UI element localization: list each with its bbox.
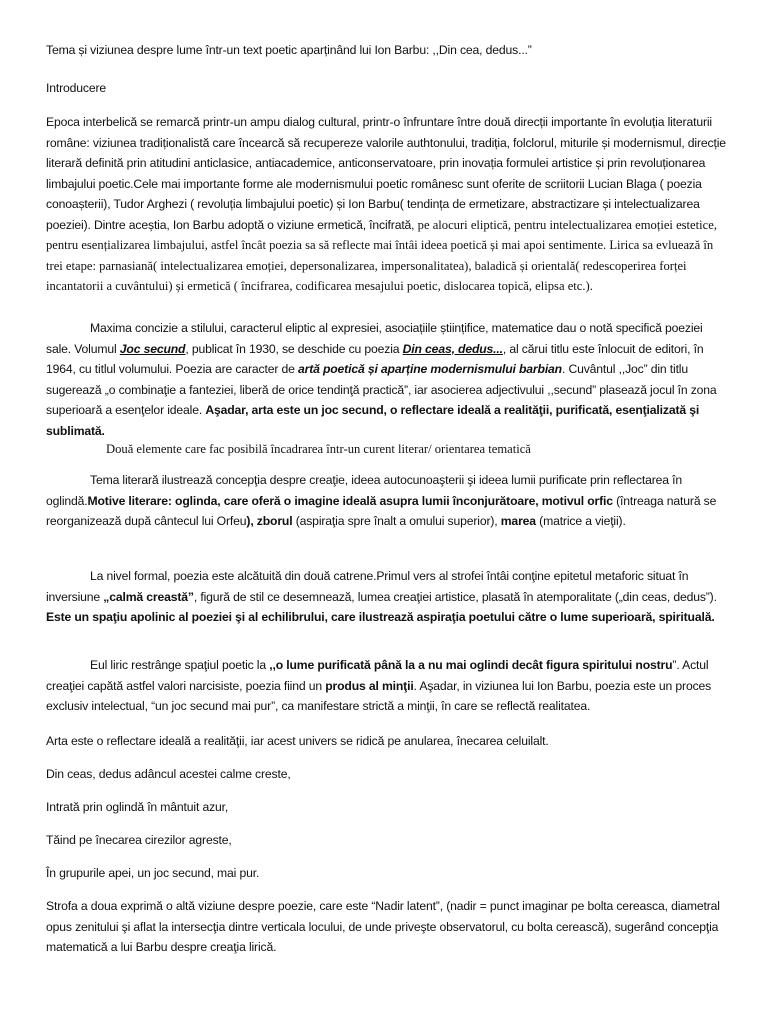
- volume-title-link: Joc secund: [119, 341, 186, 356]
- paragraph-epoca-interbelica: [46, 112, 726, 297]
- emphasis-marea: marea: [500, 514, 536, 528]
- poem-title-link: Din ceas, dedus...: [402, 341, 503, 356]
- text-run: . Aşadar, in viziunea lui Ion Barbu, poezia este un proces exclusiv intelectual, “un joc secund mai pur”, ca manifestare strictă a minţii, în care se reflectă realitatea.: [46, 678, 712, 713]
- emphasis-produs-al-mintii: produs al minţii: [325, 678, 414, 693]
- text-run: Tema literară ilustrează concepţia despre creaţie, ideea autocunoaşterii şi ideea lumii purificate prin reflectarea în oglindă.: [46, 473, 682, 508]
- paragraph-nivel-formal: [46, 566, 726, 628]
- emphasis-lume-purificata: ,,o lume purificată până la a nu mai oglindi decât figura spiritului nostru: [269, 658, 673, 672]
- poem-verse: Intrată prin oglindă în mântuit azur,: [46, 800, 229, 814]
- text-run: Maxima concizie a stilului, caracterul eliptic al expresiei, asociațiile științifice, matematice dau o notă specifică poeziei sale. Volumul: [46, 321, 703, 356]
- poem-verse: Tăind pe înecarea cirezilor agreste,: [46, 833, 232, 847]
- paragraph-eul-liric: [46, 655, 726, 717]
- text-run: . Cuvântul ,,Joc” din titlu sugerează „o combinaţie a fanteziei, liberă de orice tendinţă practică”, iar asocierea adjectivului ,,secund” plasează jocul în zona superioară a esenţelor ideale.: [46, 362, 717, 417]
- emphasis-spatiu-apolinic: Este un spaţiu apolinic al poeziei şi al echilibrului, care ilustrează aspiraţia poetului către o lume superioară, spirituală.: [46, 610, 715, 624]
- text-run: , publicat în 1930, se deschide cu poezia: [185, 341, 403, 356]
- document-title: Tema și viziunea despre lume într-un text poetic aparținând lui Ion Barbu: ,,Din cea, dedus...”: [46, 43, 532, 57]
- paragraph-tema-literara: [46, 470, 726, 532]
- paragraph-text: Epoca interbelică se remarcă printr-un ampu dialog cultural, printr-o înfruntare între două direcții importante în evoluția literaturii române: viziunea tradiționalistă care încearcă să recupereze valorile authtonului, tradiția, folclorul, miturile și modernismul, direcție literară definită prin atitudini anticlasice, antiacademice, anticonservatoare, prin inovația formulei artistice și prin revoluționarea limbajului poetic.Cele mai importante forme ale modernismului poetic românesc sunt oferite de scriitorii Lucian Blaga ( poezia conoașterii), Tudor Arghezi ( revoluția limbajului poetic) și Ion Barbu( tendința de ermetizare, abstractizare și intelectualizarea poeziei). Dintre aceștia, Ion Barbu adoptă o viziune ermetică, încifrată,: [46, 115, 726, 232]
- text-run: , figură de stil ce desemnează, lumea creaţiei artistice, plasată în atemporalitate („din ceas, dedus”).: [193, 589, 717, 604]
- text-run: ”. Actul creaţiei capătă astfel valori narcisiste, poezia fiind un: [46, 658, 709, 693]
- paragraph-maxima-concizie: [46, 318, 726, 441]
- emphasis-conclusion: Aşadar, arta este un joc secund, o reflectare ideală a realităţii, purificată, esenţializată şi sublimată.: [46, 403, 700, 438]
- emphasis-calma-creasta: „calmă creastă”: [103, 589, 194, 604]
- text-run: (matrice a vieţii).: [535, 514, 626, 528]
- paragraph-arta-reflectare: Arta este o reflectare ideală a realităţii, iar acest univers se ridică pe anularea, înecarea celuilalt.: [46, 734, 549, 748]
- text-run: (întreaga natură se reorganizează după cântecul lui Orfeu: [46, 493, 717, 528]
- paragraph-strofa-a-doua: Strofa a doua exprimă o altă viziune despre poezie, care este “Nadir latent”, (nadir = punct imaginar pe bolta cereasca, diametral opus zenitului şi aflat la intersecţia dintre verticala locului, de unde priveşte observatorul, cu bolta cerească), sugerând concepţia matematică a lui Barbu despre creaţia lirică.: [46, 899, 720, 954]
- emphasis-zborul: ), zborul: [246, 514, 293, 528]
- text-run: , al cărui titlu este înlocuit de editori, în 1964, cu titlul volumului. Poezia are caracter de: [46, 341, 704, 376]
- section-heading-introducere: Introducere: [46, 81, 107, 95]
- paragraph-text-serif: pe alocuri eliptică, pentru intelectualizarea emoției estetice, pentru esențializarea limbajului, astfel încât poezia sa să reflecte mai întâi ideea poetică și mai apoi sentimente. Lirica sa evluează în trei etape: parnasiană( intelectualizarea emoției, depersonalizarea, impersonalitatea), baladică și orientală( redescoperirea forței incantatorii a cuvântului) și ermetică ( încifrarea, codificarea mesajului poetic, dislocarea topică, elipsa etc.).: [46, 217, 717, 293]
- text-run: (aspiraţia spre înalt a omului superior),: [292, 514, 501, 528]
- subheading-elemente: Două elemente care fac posibilă încadrarea într-un curent literar/ orientarea tematică: [106, 442, 531, 456]
- text-run: La nivel formal, poezia este alcătuită din două catrene.Primul vers al strofei întâi conţine epitetul metaforic situat în inversiune: [46, 569, 689, 604]
- emphasis-motive: Motive literare: oglinda, care oferă o imagine ideală asupra lumii înconjurătoare,: [87, 493, 542, 508]
- emphasis-arta-poetica: artă poetică și aparține modernismului barbian: [297, 362, 562, 376]
- text-run: Eul liric restrânge spaţiul poetic la: [90, 658, 270, 672]
- poem-verse: Din ceas, dedus adâncul acestei calme creste,: [46, 767, 291, 781]
- emphasis-motivul-orfic: motivul orfic: [541, 493, 613, 508]
- poem-verse: În grupurile apei, un joc secund, mai pur.: [46, 866, 260, 880]
